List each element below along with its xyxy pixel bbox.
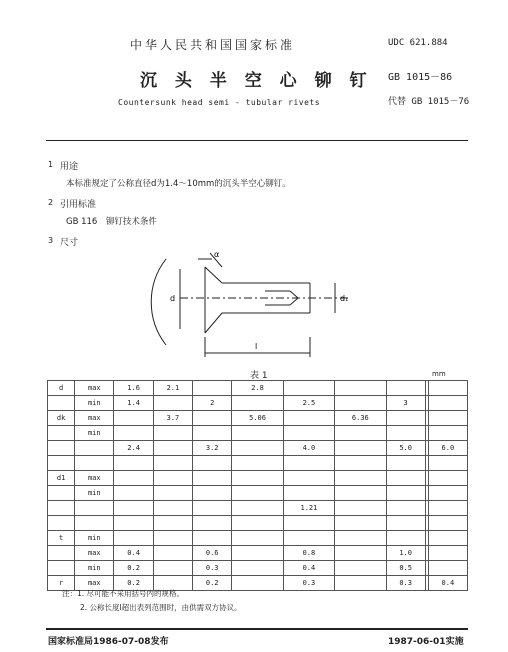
table-cell [114,411,153,426]
issue-date: 国家标准局1986-07-08发布 [48,637,169,647]
table-cell [386,486,425,501]
row-label-cell [48,456,75,471]
row-label-cell [48,426,75,441]
table-cell: 4.0 [283,441,334,456]
table-cell: 2.8 [232,381,283,396]
table-row [48,381,468,396]
table-cell: 3.2 [193,441,232,456]
table-row [48,561,468,576]
section-heading: 尺寸 [60,238,79,248]
dimension-table [47,380,468,591]
table-cell [335,576,386,591]
table-cell: 0.2 [114,561,153,576]
table-cell [335,531,386,546]
row-label-cell: d1 [48,471,75,486]
row-label-cell [48,441,75,456]
table-cell: 1.21 [283,501,334,516]
table-cell: 3.7 [153,411,192,426]
table-cell: 0.2 [193,576,232,591]
table-cell [335,381,386,396]
table-cell [283,531,334,546]
table-cell: 5.0 [386,441,425,456]
row-label-cell: d [48,381,75,396]
table-cell [153,426,192,441]
table-cell [75,441,114,456]
table-cell [283,381,334,396]
table-cell: max [75,411,114,426]
table-cell [75,516,114,531]
table-cell [75,501,114,516]
table-cell: max [75,471,114,486]
table-cell: 3 [386,396,425,411]
table-title: 表 1 [250,371,268,381]
table-cell [114,486,153,501]
table-cell [283,426,334,441]
table-cell [335,501,386,516]
table-cell [232,426,283,441]
table-row [48,546,468,561]
table-cell [232,576,283,591]
table-cell [193,411,232,426]
table-cell [283,486,334,501]
table-unit: mm [432,370,446,378]
table-cell [386,531,425,546]
table-cell [335,441,386,456]
table-cell [153,486,192,501]
table-cell [386,411,425,426]
table-cell [153,501,192,516]
table-cell [114,426,153,441]
section-heading: 用途 [60,162,79,172]
table-cell: min [75,486,114,501]
table-cell: min [75,426,114,441]
table-cell [386,516,425,531]
table-cell [114,456,153,471]
row-label-cell [48,396,75,411]
table-cell [193,471,232,486]
table-cell [153,396,192,411]
table-row [48,531,468,546]
row-label-cell [48,501,75,516]
table-cell: 0.4 [428,576,467,591]
table-cell [335,396,386,411]
table-cell: 0.4 [114,546,153,561]
table-cell: 0.5 [386,561,425,576]
replaces-standard: 代替 GB 1015－76 [388,97,470,107]
length-label: l [255,342,258,351]
row-label-cell: dk [48,411,75,426]
table-cell: min [75,396,114,411]
document-subtitle: Countersunk head semi - tubular rivets [118,98,321,107]
hole-diameter-label: d₁ [340,294,349,303]
table-cell [193,516,232,531]
table-cell [335,486,386,501]
table-cell: 2.4 [114,441,153,456]
row-label-cell [48,546,75,561]
row-label-cell [48,561,75,576]
header-rule [46,140,468,141]
table-cell [335,561,386,576]
table-cell [386,471,425,486]
table-cell [232,501,283,516]
table-cell [428,561,467,576]
table-cell [386,501,425,516]
table-cell [153,516,192,531]
table-cell: max [75,576,114,591]
table-cell [386,456,425,471]
row-label-cell: r [48,576,75,591]
table-note: 注：1. 尽可能不采用括号内的规格。 [62,589,185,598]
table-cell [193,486,232,501]
table-cell [232,456,283,471]
table-row [48,411,468,426]
table-cell [335,471,386,486]
table-cell [232,561,283,576]
section-body: 本标准规定了公称直径d为1.4～10mm的沉头半空心铆钉。 [66,179,291,189]
rivet-drawing [150,245,370,363]
table-cell [232,546,283,561]
table-cell [386,381,425,396]
table-cell: min [75,561,114,576]
standard-number: GB 1015－86 [388,72,453,83]
table-row [48,426,468,441]
table-cell [232,441,283,456]
table-cell [114,516,153,531]
effective-date: 1987-06-01实施 [388,637,464,647]
table-cell: 0.8 [283,546,334,561]
table-cell [283,411,334,426]
table-cell [335,426,386,441]
table-cell: 0.3 [283,576,334,591]
table-cell [386,426,425,441]
table-row [48,501,468,516]
table-cell [193,381,232,396]
table-cell [428,411,467,426]
row-label-cell [48,516,75,531]
table-cell: 6.0 [428,441,467,456]
table-cell [232,486,283,501]
table-cell [428,486,467,501]
table-row [48,456,468,471]
table-cell [153,471,192,486]
table-cell [193,456,232,471]
table-cell [335,516,386,531]
table-cell [193,426,232,441]
table-cell: 1.0 [386,546,425,561]
table-cell [428,531,467,546]
table-row [48,486,468,501]
table-cell: min [75,531,114,546]
table-cell: 0.4 [283,561,334,576]
table-note: 2. 公称长度l超出表列范围时，由供需双方协议。 [80,603,242,612]
document-title: 沉 头 半 空 心 铆 钉 [140,71,373,91]
table-cell [153,531,192,546]
table-cell: 5.06 [232,411,283,426]
section-number: 2 [48,198,54,207]
table-cell: 6.36 [335,411,386,426]
table-cell [114,501,153,516]
table-cell [283,471,334,486]
table-cell [335,456,386,471]
table-cell [283,516,334,531]
table-cell [428,501,467,516]
table-cell [232,516,283,531]
table-cell: max [75,381,114,396]
table-cell: 1.6 [114,381,153,396]
angle-label: α [214,250,220,259]
section-number: 1 [48,160,54,169]
footer-rule [46,628,468,630]
table-cell: 2 [193,396,232,411]
table-cell [114,471,153,486]
table-cell [428,471,467,486]
table-cell [153,561,192,576]
table-cell [428,456,467,471]
table-cell [114,531,153,546]
table-cell [75,456,114,471]
table-row [48,441,468,456]
table-row [48,396,468,411]
table-cell [193,501,232,516]
table-cell [428,426,467,441]
table-cell: max [75,546,114,561]
section-body: GB 116 铆钉技术条件 [66,217,157,227]
table-cell: 0.3 [386,576,425,591]
table-cell [232,471,283,486]
table-cell [428,381,467,396]
table-cell [232,531,283,546]
diameter-label: d [170,294,176,303]
table-cell: 2.5 [283,396,334,411]
table-cell: 0.6 [193,546,232,561]
table-cell [428,546,467,561]
row-label-cell: t [48,531,75,546]
table-cell [232,396,283,411]
table-row [48,471,468,486]
udc-code: UDC 621.884 [388,38,448,48]
row-label-cell [48,486,75,501]
section-number: 3 [48,236,54,245]
table-cell: 2.1 [153,381,192,396]
table-row [48,516,468,531]
table-cell [153,456,192,471]
table-cell: 0.3 [193,561,232,576]
table-cell [193,531,232,546]
section-heading: 引用标准 [60,200,97,210]
standard-header-title: 中华人民共和国国家标准 [130,38,296,52]
table-cell [428,396,467,411]
table-cell [153,441,192,456]
table-cell: 0.2 [114,576,153,591]
table-cell [283,456,334,471]
table-cell [153,546,192,561]
table-cell: 1.4 [114,396,153,411]
table-cell [428,516,467,531]
table-cell [335,546,386,561]
